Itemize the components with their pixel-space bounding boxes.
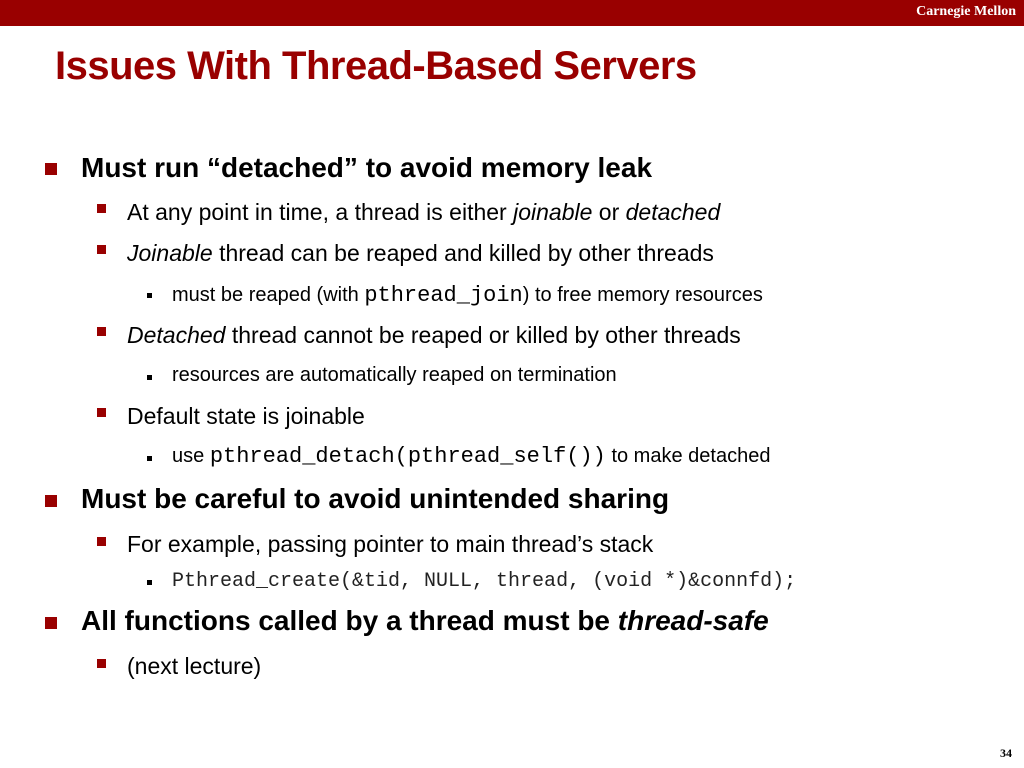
bullet-square-icon <box>97 327 106 336</box>
bullet-l1 <box>81 605 769 637</box>
bullet-l2 <box>127 199 720 226</box>
bullet-square-icon <box>97 408 106 417</box>
code: pthread_join <box>364 283 523 308</box>
bullet-square-icon <box>97 659 106 668</box>
bullet-dot-icon <box>147 375 152 380</box>
slide-title: Issues With Thread-Based Servers <box>55 44 697 88</box>
bullet-l2: Default state is joinable <box>127 403 365 429</box>
bullet-l2: For example, passing pointer to main thread’s stack <box>127 531 654 557</box>
text: to make detached <box>605 445 771 467</box>
text: must be reaped (with <box>172 284 365 306</box>
bullet-l2 <box>127 240 714 267</box>
bullet-dot-icon <box>147 293 152 298</box>
bullet-l1: Must run “detached” to avoid memory leak <box>81 152 653 183</box>
bullet-l2: (next lecture) <box>127 653 262 679</box>
emphasis: joinable <box>513 199 593 225</box>
bullet-dot-icon <box>147 456 152 461</box>
text: use <box>172 445 210 467</box>
org-name: Carnegie Mellon <box>916 4 1016 19</box>
bullet-square-icon <box>45 495 57 507</box>
page-number: 34 <box>1000 746 1012 760</box>
bullet-l1: Must be careful to avoid unintended sharing <box>81 483 670 514</box>
text: or <box>592 199 626 225</box>
bullet-l3 <box>172 283 763 308</box>
text: All functions called by a thread must be <box>81 605 618 636</box>
text: At any point in time, a thread is either <box>127 199 514 225</box>
text: thread cannot be reaped or killed by other threads <box>225 322 741 348</box>
bullet-square-icon <box>45 163 57 175</box>
bullet-square-icon <box>97 204 106 213</box>
bullet-dot-icon <box>147 580 152 585</box>
bullet-l3 <box>172 444 770 469</box>
text: ) to free memory resources <box>522 284 763 306</box>
emphasis: Joinable <box>127 240 213 266</box>
bullet-square-icon <box>97 245 106 254</box>
bullet-l3: resources are automatically reaped on termination <box>172 364 617 386</box>
bullet-l2 <box>127 322 741 349</box>
emphasis: detached <box>625 199 721 225</box>
code: pthread_detach(pthread_self()) <box>209 444 606 469</box>
text: thread can be reaped and killed by other threads <box>212 240 714 266</box>
bullet-square-icon <box>97 537 106 546</box>
bullet-square-icon <box>45 617 57 629</box>
bullet-l3-code: Pthread_create(&tid, NULL, thread, (void *)&connfd); <box>172 570 797 593</box>
emphasis: thread-safe <box>617 605 769 636</box>
emphasis: Detached <box>127 322 226 348</box>
